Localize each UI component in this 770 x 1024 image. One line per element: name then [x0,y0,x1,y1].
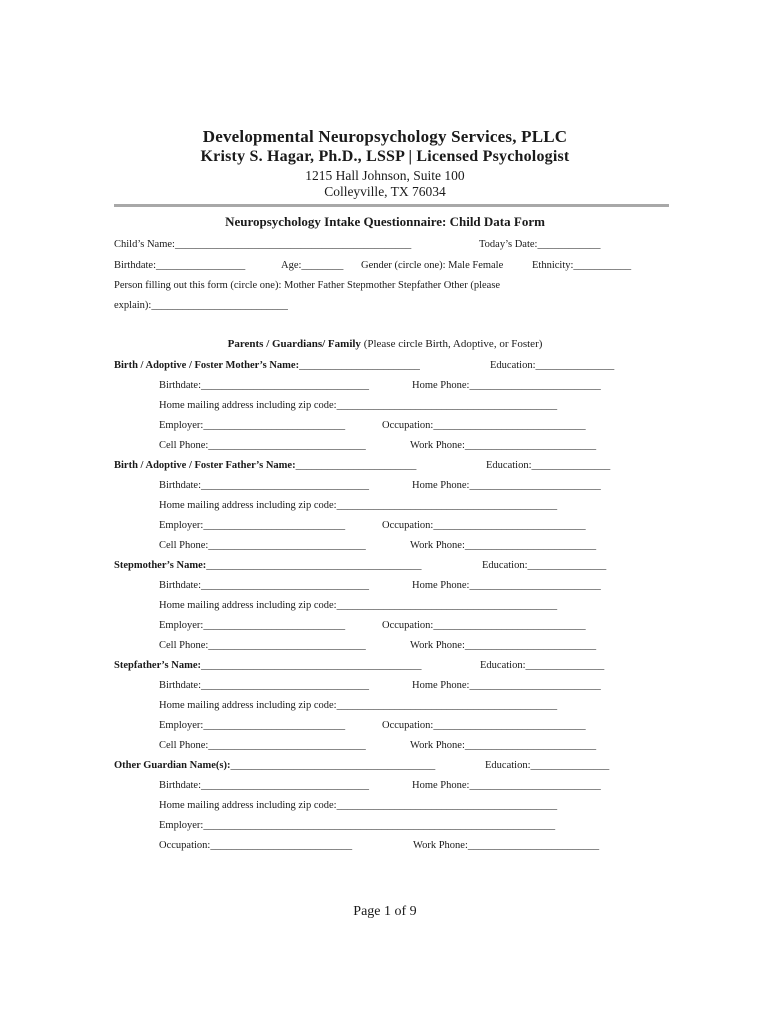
father-name-field[interactable] [114,459,416,472]
mother-home-phone-field[interactable]: Home Phone:_________________________ [412,380,601,391]
parents-section-heading: Parents / Guardians/ Family [227,338,361,350]
person-filling-field[interactable]: Person filling out this form (circle one): Mother Father Stepmother Stepfather Other (please [114,280,501,291]
father-work-phone-field[interactable]: Work Phone:_________________________ [410,540,597,551]
mother-name-label: Birth / Adoptive / Foster Mother’s Name: [114,360,300,371]
header-divider [114,204,669,207]
child-age-field[interactable]: Age:________ [281,260,344,271]
stepfather-education-field[interactable]: Education:_______________ [480,660,605,671]
gender-field[interactable]: Gender (circle one): Male Female [361,260,504,271]
mother-name-line: _______________________ [299,360,420,371]
mother-cell-phone-field[interactable]: Cell Phone:______________________________ [159,440,366,451]
stepmother-name-label: Stepmother’s Name: [114,560,207,571]
stepmother-name-field[interactable] [114,559,421,572]
stepmother-education-field[interactable]: Education:_______________ [482,560,607,571]
stepfather-employer-field[interactable]: Employer:___________________________ [159,720,346,731]
mother-occupation-field[interactable]: Occupation:_____________________________ [382,420,586,431]
stepfather-mailing-address-field[interactable]: Home mailing address including zip code:__________________________________________ [159,700,558,711]
other-guardian-employer-field[interactable]: Employer:___________________________________________________________________ [159,820,556,831]
child-birthdate-field[interactable]: Birthdate:_________________ [114,260,246,271]
other-guardian-education-field[interactable]: Education:_______________ [485,760,610,771]
other-guardian-name-label: Other Guardian Name(s): [114,760,231,771]
parents-section-title [0,338,770,350]
stepfather-work-phone-field[interactable]: Work Phone:_________________________ [410,740,597,751]
mother-mailing-address-field[interactable]: Home mailing address including zip code:__________________________________________ [159,400,558,411]
child-name-field[interactable]: Child’s Name:_____________________________________________ [114,239,412,250]
other-guardian-mailing-address-field[interactable]: Home mailing address including zip code:__________________________________________ [159,800,558,811]
father-education-field[interactable]: Education:_______________ [486,460,611,471]
address-line-2: Colleyville, TX 76034 [324,184,446,199]
stepfather-birthdate-field[interactable]: Birthdate:________________________________ [159,680,369,691]
page-number: Page 1 of 9 [353,904,417,919]
stepfather-occupation-field[interactable]: Occupation:_____________________________ [382,720,586,731]
father-home-phone-field[interactable]: Home Phone:_________________________ [412,480,601,491]
parents-section-note: (Please circle Birth, Adoptive, or Foster) [360,338,543,350]
stepmother-cell-phone-field[interactable]: Cell Phone:______________________________ [159,640,366,651]
stepmother-occupation-field[interactable]: Occupation:_____________________________ [382,620,586,631]
stepmother-name-line: _________________________________________ [206,560,422,571]
address-line-1: 1215 Hall Johnson, Suite 100 [305,168,465,183]
mother-name-field[interactable] [114,359,420,372]
mother-education-field[interactable]: Education:_______________ [490,360,615,371]
father-employer-field[interactable]: Employer:___________________________ [159,520,346,531]
father-mailing-address-field[interactable]: Home mailing address including zip code:__________________________________________ [159,500,558,511]
stepfather-name-field[interactable] [114,659,421,672]
other-guardian-occupation-field[interactable]: Occupation:___________________________ [159,840,353,851]
other-guardian-name-field[interactable] [114,759,435,772]
other-guardian-birthdate-field[interactable]: Birthdate:________________________________ [159,780,369,791]
other-guardian-home-phone-field[interactable]: Home Phone:_________________________ [412,780,601,791]
ethnicity-field[interactable]: Ethnicity:___________ [532,260,632,271]
todays-date-field[interactable]: Today’s Date:____________ [479,239,601,250]
other-guardian-name-line: _______________________________________ [230,760,436,771]
stepmother-birthdate-field[interactable]: Birthdate:________________________________ [159,580,369,591]
practice-name: Developmental Neuropsychology Services, PLLC [202,127,568,146]
mother-work-phone-field[interactable]: Work Phone:_________________________ [410,440,597,451]
father-cell-phone-field[interactable]: Cell Phone:______________________________ [159,540,366,551]
stepmother-employer-field[interactable]: Employer:___________________________ [159,620,346,631]
stepfather-cell-phone-field[interactable]: Cell Phone:______________________________ [159,740,366,751]
stepmother-home-phone-field[interactable]: Home Phone:_________________________ [412,580,601,591]
psychologist-name: Kristy S. Hagar, Ph.D., LSSP | Licensed Psychologist [200,148,570,165]
stepmother-mailing-address-field[interactable]: Home mailing address including zip code:__________________________________________ [159,600,558,611]
father-occupation-field[interactable]: Occupation:_____________________________ [382,520,586,531]
explain-field[interactable]: explain):__________________________ [114,300,288,311]
stepmother-work-phone-field[interactable]: Work Phone:_________________________ [410,640,597,651]
father-name-line: _______________________ [295,460,417,471]
other-guardian-work-phone-field[interactable]: Work Phone:_________________________ [413,840,600,851]
father-name-label: Birth / Adoptive / Foster Father’s Name: [114,460,296,471]
stepfather-name-line: __________________________________________ [200,660,422,671]
stepfather-name-label: Stepfather’s Name: [114,660,201,671]
mother-birthdate-field[interactable]: Birthdate:________________________________ [159,380,369,391]
form-title: Neuropsychology Intake Questionnaire: Child Data Form [225,214,545,229]
father-birthdate-field[interactable]: Birthdate:________________________________ [159,480,369,491]
stepfather-home-phone-field[interactable]: Home Phone:_________________________ [412,680,601,691]
mother-employer-field[interactable]: Employer:___________________________ [159,420,346,431]
